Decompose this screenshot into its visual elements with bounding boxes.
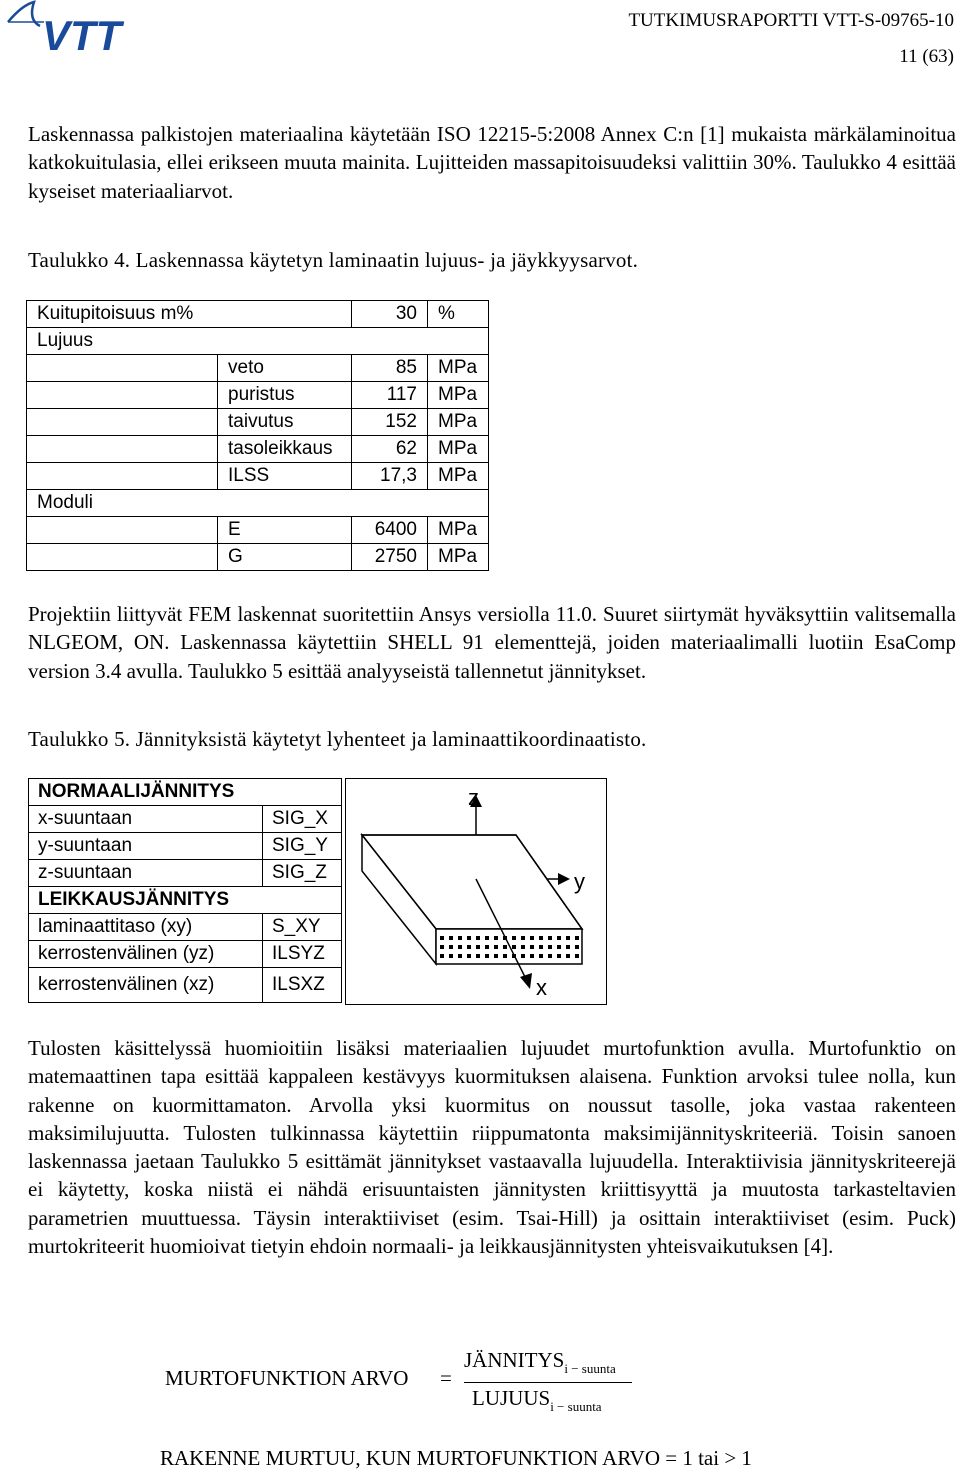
row-name: taivutus bbox=[218, 409, 352, 436]
strength-label: Lujuus bbox=[27, 328, 489, 355]
table-row bbox=[27, 355, 489, 382]
row-value: 152 bbox=[352, 409, 428, 436]
formula-equals: = bbox=[440, 1366, 452, 1390]
row-name: x-suuntaan bbox=[29, 806, 263, 833]
table-row bbox=[27, 382, 489, 409]
paragraph-text: Tulosten käsittelyssä huomioitiin lisäksi materiaalien lujuudet murtofunktion avulla. Murtofunktio on matemaattinen tapa esittää kappaleen kestävyys kuormituksen alaisena. Funktion arvoksi tulee nolla, kun rakenne on kuormittamaton. Arvolla yksi kuormitus on noussut tasolle, joka vastaa rakenteen maksimilujuutta. Tulosten tulkinnassa käytettiin riippumatonta maksimijännityskriteeriä. Toisin sanoen laskennassa jaetaan Taulukko 5 esittämät jännitykset vastaavalla lujuudella. Interaktiivisia jännityskriteerejä ei käytetty, koska niistä ei nähdä erisuuntaisten jännitysten kriittisyyttä ja muutosta tarkasteltavien parametrien muuttuessa. Täysin interaktiiviset (esim. Tsai-Hill) ja osittain interaktiiviset (esim. Puck) murtokriteerit huomioivat tietyin ehdoin normaali- ja leikkausjännitysten yhteisvaikutuksen [4]. bbox=[28, 1036, 956, 1259]
row-name: kerrostenvälinen (xz) bbox=[29, 968, 263, 1003]
row-name: laminaattitaso (xy) bbox=[29, 914, 263, 941]
numerator-subscript: i − suunta bbox=[564, 1361, 616, 1376]
row-unit: MPa bbox=[428, 382, 489, 409]
row-code: S_XY bbox=[263, 914, 342, 941]
row-unit: MPa bbox=[428, 409, 489, 436]
row-value: 17,3 bbox=[352, 463, 428, 490]
z-axis-label: z bbox=[468, 785, 479, 810]
row-code: SIG_Z bbox=[263, 860, 342, 887]
table-row bbox=[29, 833, 342, 860]
y-axis-arrowhead bbox=[558, 873, 570, 885]
row-unit: MPa bbox=[428, 436, 489, 463]
table-row bbox=[29, 887, 342, 914]
denominator-subscript: i − suunta bbox=[550, 1399, 602, 1414]
row-code: ILSXZ bbox=[263, 968, 342, 1003]
row-name: veto bbox=[218, 355, 352, 382]
table-row bbox=[29, 806, 342, 833]
x-axis-arrowhead bbox=[520, 973, 532, 989]
report-id: TUTKIMUSRAPORTTI VTT-S-09765-10 bbox=[628, 10, 954, 31]
material-table bbox=[26, 300, 489, 571]
row-code: SIG_Y bbox=[263, 833, 342, 860]
row-unit: MPa bbox=[428, 517, 489, 544]
table4-caption: Taulukko 4. Laskennassa käytetyn laminaatin lujuus- ja jäykkyysarvot. bbox=[28, 248, 639, 272]
table-row bbox=[27, 490, 489, 517]
table-row bbox=[29, 914, 342, 941]
row-name: kerrostenvälinen (yz) bbox=[29, 941, 263, 968]
table-row bbox=[29, 968, 342, 1003]
table-row bbox=[27, 544, 489, 571]
fiber-label: Kuitupitoisuus m% bbox=[27, 301, 352, 328]
normal-stress-header: NORMAALIJÄNNITYS bbox=[29, 779, 342, 806]
table-row bbox=[27, 301, 489, 328]
row-code: ILSYZ bbox=[263, 941, 342, 968]
table-row bbox=[29, 860, 342, 887]
table-row bbox=[27, 436, 489, 463]
row-unit: MPa bbox=[428, 355, 489, 382]
row-value: 6400 bbox=[352, 517, 428, 544]
row-name: G bbox=[218, 544, 352, 571]
table-row bbox=[29, 779, 342, 806]
failure-condition: RAKENNE MURTUU, KUN MURTOFUNKTION ARVO = 1 tai > 1 bbox=[160, 1446, 752, 1470]
intro-paragraph bbox=[28, 120, 956, 205]
shear-stress-header: LEIKKAUSJÄNNITYS bbox=[29, 887, 342, 914]
numerator-text: JÄNNITYS bbox=[464, 1348, 565, 1372]
fraction-bar bbox=[464, 1382, 632, 1383]
denominator-text: LUJUUS bbox=[472, 1386, 551, 1410]
row-value: 117 bbox=[352, 382, 428, 409]
failure-paragraph bbox=[28, 1034, 956, 1260]
table-row bbox=[29, 941, 342, 968]
row-name: E bbox=[218, 517, 352, 544]
x-axis-label: x bbox=[536, 975, 547, 1000]
table-row bbox=[27, 328, 489, 355]
row-value: 2750 bbox=[352, 544, 428, 571]
row-unit: MPa bbox=[428, 544, 489, 571]
formula-numerator bbox=[464, 1348, 616, 1376]
row-unit: MPa bbox=[428, 463, 489, 490]
table5-caption: Taulukko 5. Jännityksistä käytetyt lyhenteet ja laminaattikoordinaatisto. bbox=[28, 727, 647, 751]
row-name: tasoleikkaus bbox=[218, 436, 352, 463]
row-value: 85 bbox=[352, 355, 428, 382]
row-name: y-suuntaan bbox=[29, 833, 263, 860]
row-name: ILSS bbox=[218, 463, 352, 490]
formula-denominator bbox=[472, 1386, 602, 1414]
logo-text: VTT bbox=[42, 12, 122, 58]
row-value: 62 bbox=[352, 436, 428, 463]
table-row bbox=[27, 517, 489, 544]
page-number: 11 (63) bbox=[899, 46, 954, 67]
vtt-logo bbox=[4, 0, 164, 58]
table-row bbox=[27, 409, 489, 436]
stress-table bbox=[28, 778, 342, 1003]
modulus-label: Moduli bbox=[27, 490, 489, 517]
formula-lhs: MURTOFUNKTION ARVO bbox=[165, 1366, 409, 1390]
paragraph-text: Laskennassa palkistojen materiaalina käytetään ISO 12215-5:2008 Annex C:n [1] mukaista märkälaminoitua katkokuitulasia, ellei erikseen muuta mainita. Lujitteiden massapitoisuudeksi valittiin 30%. Taulukko 4 esittää kyseiset materiaaliarvot. bbox=[28, 122, 956, 203]
fiber-unit: % bbox=[428, 301, 489, 328]
row-name: z-suuntaan bbox=[29, 860, 263, 887]
table-row bbox=[27, 463, 489, 490]
fiber-value: 30 bbox=[352, 301, 428, 328]
fem-paragraph bbox=[28, 600, 956, 685]
y-axis-label: y bbox=[574, 869, 585, 894]
row-code: SIG_X bbox=[263, 806, 342, 833]
laminate-coordinate-figure bbox=[345, 778, 607, 1005]
paragraph-text: Projektiin liittyvät FEM laskennat suoritettiin Ansys versiolla 11.0. Suuret siirtymät hyväksyttiin valitsemalla NLGEOM, ON. Laskennassa käytettiin SHELL 91 elementtejä, joiden materiaalimalli luotiin EsaComp version 3.4 avulla. Taulukko 5 esittää analyyseistä tallennetut jännitykset. bbox=[28, 602, 956, 683]
row-name: puristus bbox=[218, 382, 352, 409]
